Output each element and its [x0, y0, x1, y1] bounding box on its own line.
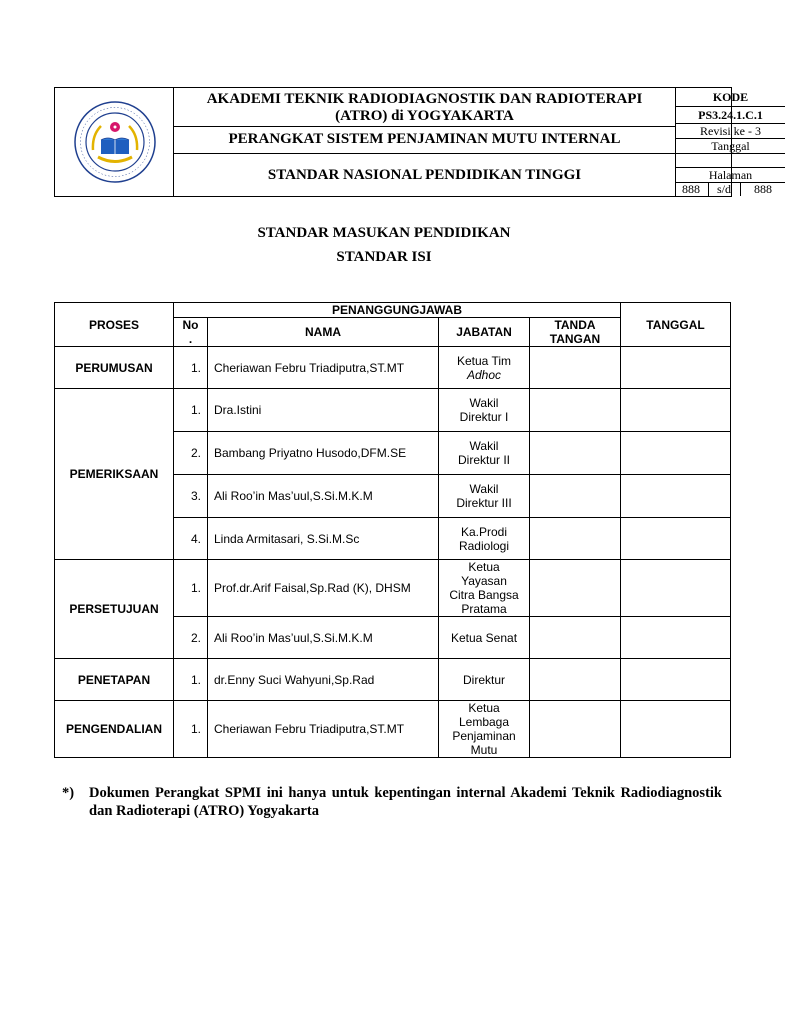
divider [174, 126, 675, 127]
position-line: Ka.Prodi [460, 524, 508, 539]
row-name: Ali Roo’in Mas’uul,S.Si.M.K.M [208, 617, 439, 659]
row-name: Dra.Istini [208, 389, 439, 432]
page-to: 888 [754, 182, 772, 196]
date-label: Tanggal [711, 139, 750, 153]
row-number: 4. [174, 518, 208, 560]
code-block [676, 88, 785, 196]
footnote-text: Dokumen Perangkat SPMI ini hanya untuk kepentingan internal Akademi Teknik Radiodiagnostik dan Radioterapi (ATRO) Yogyakarta [89, 785, 722, 819]
header-jabatan: JABATAN [439, 318, 530, 347]
row-number: 1. [174, 347, 208, 389]
position-line: Wakil [469, 482, 499, 496]
process-perumusan: PERUMUSAN [55, 347, 174, 389]
position-line: Penjaminan [452, 729, 516, 743]
date-cell[interactable] [621, 475, 731, 518]
divider [676, 106, 785, 107]
row-number: 3. [174, 475, 208, 518]
signature-cell[interactable] [530, 389, 621, 432]
signature-cell[interactable] [530, 617, 621, 659]
signature-cell[interactable] [530, 347, 621, 389]
code-label: KODE [712, 90, 749, 104]
institution-line-2: (ATRO) di YOGYAKARTA [335, 108, 514, 124]
row-number: 2. [174, 432, 208, 475]
process-pemeriksaan: PEMERIKSAAN [55, 389, 174, 560]
responsibility-table [54, 302, 731, 758]
position-line: Pratama [461, 602, 507, 616]
position-line: Ketua [468, 701, 500, 715]
page-separator: s/d [716, 182, 731, 196]
row-position [439, 389, 530, 432]
table-row [55, 389, 731, 432]
code-value: PS3.24.1.C.1 [698, 108, 763, 122]
process-persetujuan [55, 560, 174, 659]
header-penanggungjawab: PENANGGUNGJAWAB [174, 303, 621, 318]
institution-line-1: AKADEMI TEKNIK RADIODIAGNOSTIK DAN RADIOTERAPI [206, 91, 643, 107]
date-cell[interactable] [621, 701, 731, 758]
date-cell[interactable] [621, 518, 731, 560]
title-cell [174, 88, 676, 196]
position-line: Lembaga [458, 715, 510, 729]
signature-cell[interactable] [530, 560, 621, 617]
header-tanda-tangan [530, 318, 621, 347]
header-tanda-line: TANDA [554, 318, 596, 332]
date-cell[interactable] [621, 347, 731, 389]
position-line: Yayasan [461, 574, 507, 588]
process-penetapan: PENETAPAN [55, 659, 174, 701]
row-position [439, 701, 530, 758]
row-position [439, 518, 530, 560]
position-line: Adhoc [466, 367, 502, 382]
row-name: Ali Roo’in Mas’uul,S.Si.M.K.M [208, 475, 439, 518]
standard-title: STANDAR NASIONAL PENDIDIKAN TINGGI [267, 167, 582, 183]
divider [174, 153, 675, 154]
revision-text: Revisi ke - 3 [700, 124, 761, 138]
logo-cell [55, 88, 174, 196]
row-position: Ketua Senat [439, 617, 530, 659]
date-cell[interactable] [621, 659, 731, 701]
page-from: 888 [682, 182, 700, 196]
date-cell[interactable] [621, 560, 731, 617]
row-name: Prof.dr.Arif Faisal,Sp.Rad (K), DHSM [208, 560, 439, 617]
position-line: Citra Bangsa [449, 588, 519, 602]
position-line: Direktur I [459, 410, 509, 424]
position-line: Ketua [468, 560, 500, 574]
system-title: PERANGKAT SISTEM PENJAMINAN MUTU INTERNAL [228, 131, 621, 147]
header-no [174, 318, 208, 347]
header-tanggal: TANGGAL [621, 303, 731, 347]
table-header-row [55, 303, 731, 318]
row-position [439, 432, 530, 475]
position-line: Wakil [469, 396, 499, 410]
signature-cell[interactable] [530, 518, 621, 560]
divider [676, 153, 785, 154]
header-tanda-line: TANGAN [549, 332, 601, 346]
atro-logo [63, 100, 167, 184]
row-position [439, 347, 530, 389]
row-name: dr.Enny Suci Wahyuni,Sp.Rad [208, 659, 439, 701]
row-position: Direktur [439, 659, 530, 701]
table-row [55, 560, 731, 617]
position-line: Mutu [470, 743, 498, 757]
position-line: Wakil [469, 439, 499, 453]
footnote-mark: *) [62, 785, 75, 801]
position-line: Direktur III [456, 496, 512, 510]
row-number: 1. [174, 560, 208, 617]
header-no-line: No [182, 318, 199, 332]
table-row [55, 701, 731, 758]
signature-cell[interactable] [530, 475, 621, 518]
document-title: STANDAR MASUKAN PENDIDIKAN [257, 225, 511, 241]
date-cell[interactable] [621, 389, 731, 432]
row-name: Cheriawan Febru Triadiputra,ST.MT [208, 347, 439, 389]
row-number: 2. [174, 617, 208, 659]
header-nama: NAMA [208, 318, 439, 347]
row-position [439, 560, 530, 617]
table-row [55, 347, 731, 389]
position-line: Radiologi [458, 538, 510, 553]
row-number: 1. [174, 701, 208, 758]
table-row [55, 659, 731, 701]
document-subtitle: STANDAR ISI [336, 249, 432, 265]
row-number: 1. [174, 659, 208, 701]
row-name: Linda Armitasari, S.Si.M.Sc [208, 518, 439, 560]
header-no-line: . [188, 332, 193, 346]
date-cell[interactable] [621, 432, 731, 475]
position-line: Ketua Tim [456, 353, 512, 368]
signature-cell[interactable] [530, 659, 621, 701]
position-line: Direktur II [457, 453, 510, 467]
header-proses: PROSES [55, 303, 174, 347]
process-pengendalian: PENGENDALIAN [55, 701, 174, 758]
document-header [54, 87, 772, 197]
row-name: Cheriawan Febru Triadiputra,ST.MT [208, 701, 439, 758]
signature-cell[interactable] [530, 701, 621, 758]
process-label: PERSETUJUAN [69, 602, 159, 616]
date-cell[interactable] [621, 617, 731, 659]
row-number: 1. [174, 389, 208, 432]
page-label: Halaman [708, 168, 753, 182]
row-name: Bambang Priyatno Husodo,DFM.SE [208, 432, 439, 475]
row-position [439, 475, 530, 518]
signature-cell[interactable] [530, 432, 621, 475]
